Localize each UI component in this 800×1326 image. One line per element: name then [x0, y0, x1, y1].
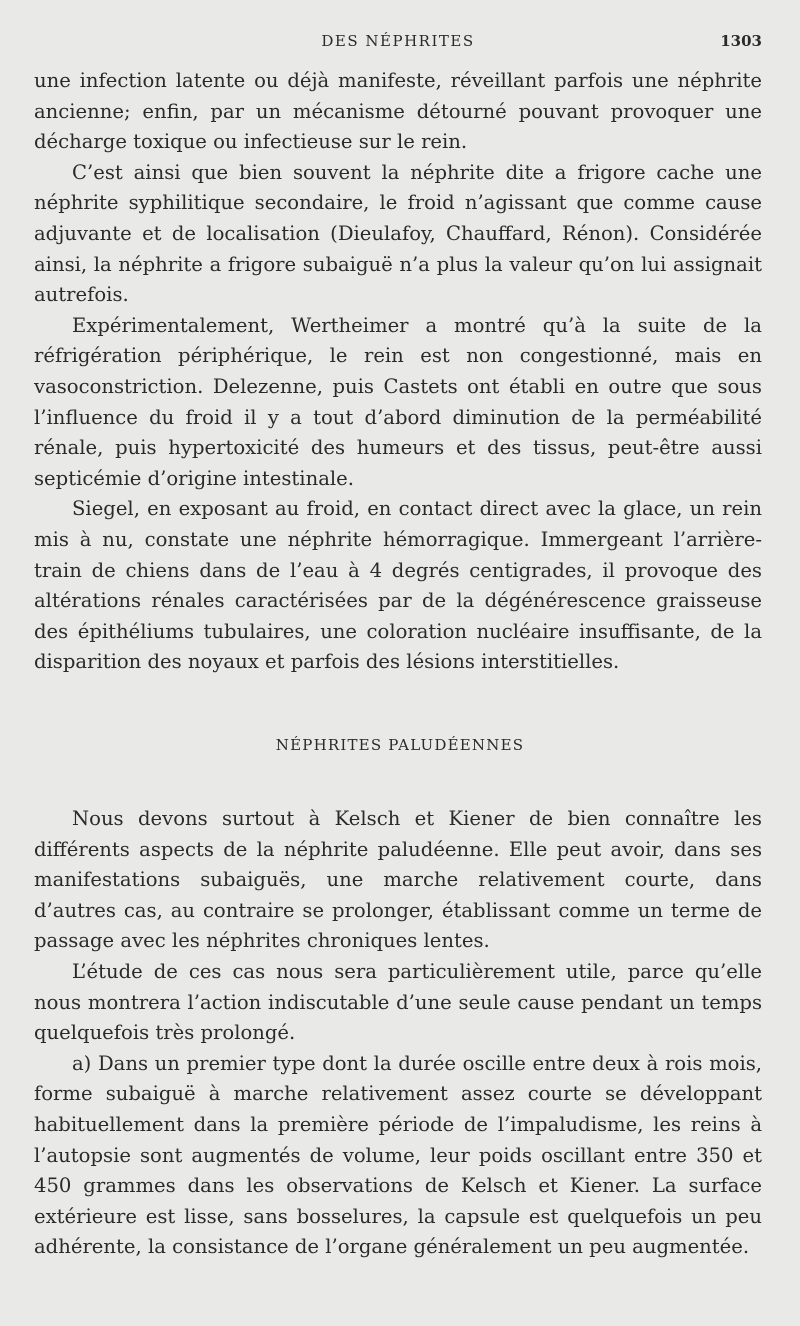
body-text-bottom — [34, 804, 762, 1263]
running-title: DES NÉPHRITES — [321, 32, 475, 50]
paragraph: Expérimentalement, Wertheimer a montré qu’à la suite de la réfrigération périphérique, le rein est non congestionné, mais en vasoconstriction. Delezenne, puis Castets ont établi en outre que sous l’influence du froid il y a tout d’abord diminution de la perméabilité rénale, puis hypertoxicité des humeurs et des tissus, peut-être aussi septicémie d’origine intestinale. — [34, 313, 762, 490]
paragraph: L’étude de ces cas nous sera particulièrement utile, parce qu’elle nous montrera l’action indiscutable d’une seule cause pendant un temps quelquefois très prolongé. — [34, 959, 762, 1045]
paragraph: Siegel, en exposant au froid, en contact direct avec la glace, un rein mis à nu, constate une néphrite hémorragique. Immergeant l’arrière-train de chiens dans de l’eau à 4 degrés centigrades, il provoque des altérations rénales caractérisées par de la dégénérescence graisseuse des épithéliums tubulaires, une coloration nucléaire insuffisante, de la disparition des noyaux et parfois des lésions interstitielles. — [34, 497, 762, 674]
paragraph: C’est ainsi que bien souvent la néphrite dite a frigore cache une néphrite syphilitique secondaire, le froid n’agissant que comme cause adjuvante et de localisation (Dieulafoy, Chauffard, Rénon). Considérée ainsi, la néphrite a frigore subaiguë n’a plus la valeur qu’on lui assignait autrefois. — [34, 160, 762, 307]
paragraph: Nous devons surtout à Kelsch et Kiener de bien connaître les différents aspects de la néphrite paludéenne. Elle peut avoir, dans ses manifestations subaiguës, une marche relativement courte, dans d’autres cas, au contraire se prolonger, établissant comme un terme de passage avec les néphrites chroniques lentes. — [34, 807, 762, 953]
paragraph: a) Dans un premier type dont la durée oscille entre deux à rois mois, forme subaiguë à marche relativement assez courte se développant habituellement dans la première période de l’impaludisme, les reins à l’autopsie sont augmentés de volume, leur poids oscillant entre 350 et 450 grammes dans les observations de Kelsch et Kiener. La surface extérieure est lisse, sans bosselures, la capsule est quelquefois un peu adhérente, la consistance de l’organe généralement un peu augmentée. — [34, 1051, 762, 1259]
page-number: 1303 — [720, 32, 762, 50]
section-heading: NÉPHRITES PALUDÉENNES — [275, 736, 525, 754]
running-header — [34, 32, 762, 54]
paragraph-continuation: une infection latente ou déjà manifeste, réveillant parfois une néphrite ancienne; enfin, par un mécanisme détourné pouvant provoquer une décharge toxique ou infectieuse sur le rein. — [34, 69, 762, 154]
body-text-top — [34, 66, 762, 678]
